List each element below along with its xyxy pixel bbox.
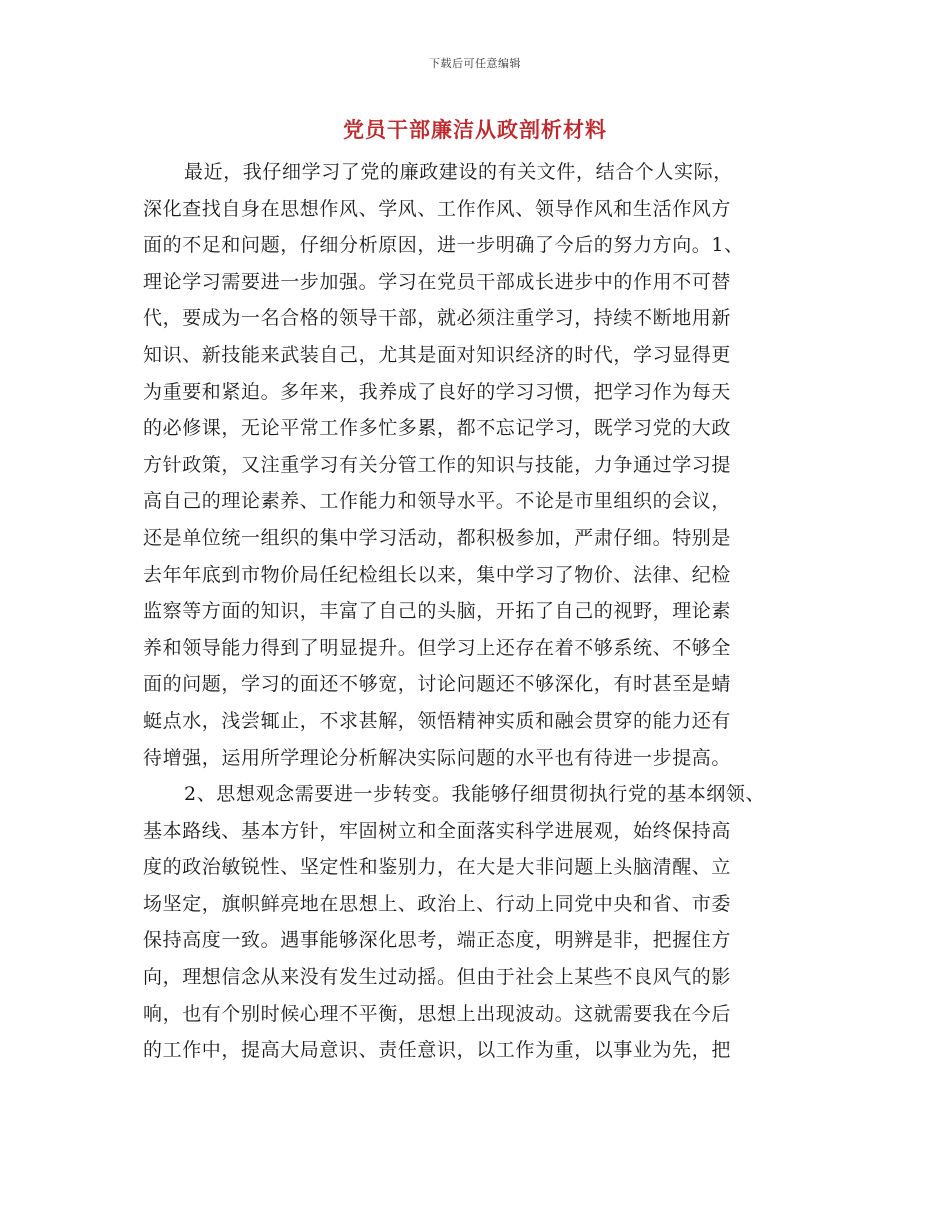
text-line: 的工作中，提高大局意识、责任意识，以工作为重，以事业为先，把 — [143, 1039, 732, 1062]
text-line: 监察等方面的知识，丰富了自己的头脑，开拓了自己的视野，理论素 — [143, 600, 732, 623]
text-line: 面的不足和问题，仔细分析原因，进一步明确了今后的努力方向。1、 — [143, 234, 744, 257]
text-line: 2、思想观念需要进一步转变。我能够仔细贯彻执行党的基本纲领、 — [184, 783, 766, 806]
text-line: 度的政治敏锐性、坚定性和鉴别力，在大是大非问题上头脑清醒、立 — [143, 856, 732, 879]
text-line: 高自己的理论素养、工作能力和领导水平。不论是市里组织的会议， — [143, 490, 732, 513]
text-line: 基本路线、基本方针，牢固树立和全面落实科学进展观，始终保持高 — [143, 819, 732, 842]
text-line: 保持高度一致。遇事能够深化思考，端正态度，明辨是非，把握住方 — [143, 929, 732, 952]
document-title: 党员干部廉洁从政剖析材料 — [343, 117, 607, 142]
text-line: 待增强，运用所学理论分析解决实际问题的水平也有待进一步提高。 — [143, 746, 732, 769]
text-line: 去年年底到市物价局任纪检组长以来，集中学习了物价、法律、纪检 — [143, 563, 732, 586]
text-line: 场坚定，旗帜鲜亮地在思想上、政治上、行动上同党中央和省、市委 — [143, 892, 732, 915]
text-line: 知识、新技能来武装自己，尤其是面对知识经济的时代，学习显得更 — [143, 343, 732, 366]
text-line: 为重要和紧迫。多年来，我养成了良好的学习习惯，把学习作为每天 — [143, 380, 732, 403]
text-line: 面的问题，学习的面还不够宽，讨论问题还不够深化，有时甚至是蜻 — [143, 673, 732, 696]
text-line: 响，也有个别时候心理不平衡，思想上出现波动。这就需要我在今后 — [143, 1002, 732, 1025]
text-line: 的必修课，无论平常工作多忙多累，都不忘记学习，既学习党的大政 — [143, 417, 732, 440]
text-line: 理论学习需要进一步加强。学习在党员干部成长进步中的作用不可替 — [143, 270, 732, 293]
text-line: 最近，我仔细学习了党的廉政建设的有关文件，结合个人实际， — [184, 161, 733, 183]
text-line: 向，理想信念从来没有发生过动摇。但由于社会上某些不良风气的影 — [143, 966, 732, 989]
text-line: 蜓点水，浅尝辄止，不求甚解，领悟精神实质和融会贯穿的能力还有 — [143, 709, 732, 732]
text-line: 代，要成为一名合格的领导干部，就必须注重学习，持续不断地用新 — [143, 307, 732, 330]
text-line: 方针政策，又注重学习有关分管工作的知识与技能，力争通过学习提 — [143, 453, 732, 476]
text-line: 养和领导能力得到了明显提升。但学习上还存在着不够系统、不够全 — [143, 636, 732, 659]
text-line: 还是单位统一组织的集中学习活动，都积极参加，严肃仔细。特别是 — [143, 526, 732, 549]
page-header-note: 下载后可任意编辑 — [429, 57, 521, 70]
text-line: 深化查找自身在思想作风、学风、工作作风、领导作风和生活作风方 — [143, 197, 732, 220]
document-body — [143, 154, 833, 1069]
